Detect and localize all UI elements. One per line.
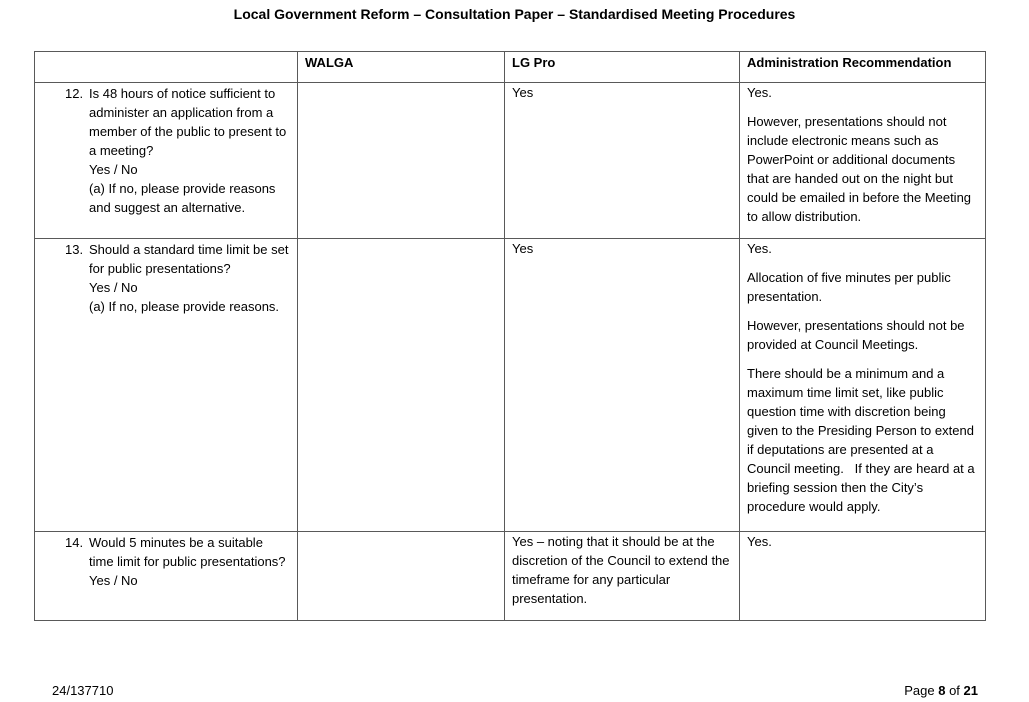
- lgpro-cell: [505, 239, 740, 532]
- recommendation-cell: [740, 83, 986, 239]
- recommendation-paragraph: Allocation of five minutes per public presentation.: [747, 270, 951, 304]
- recommendation-paragraph: There should be a minimum and a maximum time limit set, like public question time with discretion being given to the Presiding Person to extend if deputations are presented at a Council meeting. If they are heard at a briefing session then the City’s procedure would apply.: [747, 366, 979, 514]
- question-followup: (a) If no, please provide reasons and suggest an alternative.: [89, 181, 276, 215]
- lgpro-cell: [505, 83, 740, 239]
- walga-cell: [298, 239, 505, 532]
- consultation-table: [34, 51, 986, 621]
- table-row: [35, 532, 986, 621]
- recommendation-paragraph: Yes.: [747, 534, 772, 549]
- page-total: 21: [963, 683, 978, 698]
- page-current: 8: [938, 683, 946, 698]
- lgpro-cell: [505, 532, 740, 621]
- question-cell: [35, 83, 298, 239]
- question-cell: [35, 239, 298, 532]
- walga-cell: [298, 83, 505, 239]
- document-title: Local Government Reform – Consultation Paper – Standardised Meeting Procedures: [233, 6, 796, 22]
- recommendation-paragraph: Yes.: [747, 241, 772, 256]
- table-row: [35, 239, 986, 532]
- question-options: Yes / No: [89, 162, 138, 177]
- question-cell: [35, 532, 298, 621]
- page-number: [904, 681, 978, 700]
- table-row: [35, 83, 986, 239]
- page-of: of: [949, 683, 960, 698]
- recommendation-paragraph: Yes.: [747, 85, 772, 100]
- question-options: Yes / No: [89, 280, 138, 295]
- column-header-recommendation: Administration Recommendation: [740, 52, 986, 83]
- question-text: Would 5 minutes be a suitable time limit for public presentations?: [89, 535, 286, 569]
- question-number: 12.: [65, 86, 84, 101]
- lgpro-text: Yes: [512, 241, 534, 256]
- question-number: 14.: [65, 535, 84, 550]
- column-header-walga: WALGA: [298, 52, 505, 83]
- recommendation-cell: [740, 239, 986, 532]
- lgpro-text: Yes: [512, 85, 534, 100]
- walga-cell: [298, 532, 505, 621]
- question-options: Yes / No: [89, 573, 138, 588]
- table-header-row: [35, 52, 986, 83]
- column-header-question: [35, 52, 298, 83]
- question-text: Should a standard time limit be set for public presentations?: [89, 242, 289, 276]
- question-number: 13.: [65, 242, 84, 257]
- recommendation-paragraph: However, presentations should not be provided at Council Meetings.: [747, 318, 965, 352]
- column-header-lgpro: LG Pro: [505, 52, 740, 83]
- recommendation-paragraph: However, presentations should not include electronic means such as PowerPoint or additional documents that are handed out on the night but could be emailed in before the Meeting to allow distribution.: [747, 114, 972, 224]
- question-followup: (a) If no, please provide reasons.: [89, 299, 280, 314]
- question-text: Is 48 hours of notice sufficient to administer an application from a member of the public to present to a meeting?: [89, 86, 287, 158]
- document-reference: 24/137710: [52, 683, 114, 698]
- page-label: Page: [904, 683, 935, 698]
- lgpro-text: Yes – noting that it should be at the discretion of the Council to extend the timeframe for any particular presentation.: [512, 534, 730, 606]
- recommendation-cell: [740, 532, 986, 621]
